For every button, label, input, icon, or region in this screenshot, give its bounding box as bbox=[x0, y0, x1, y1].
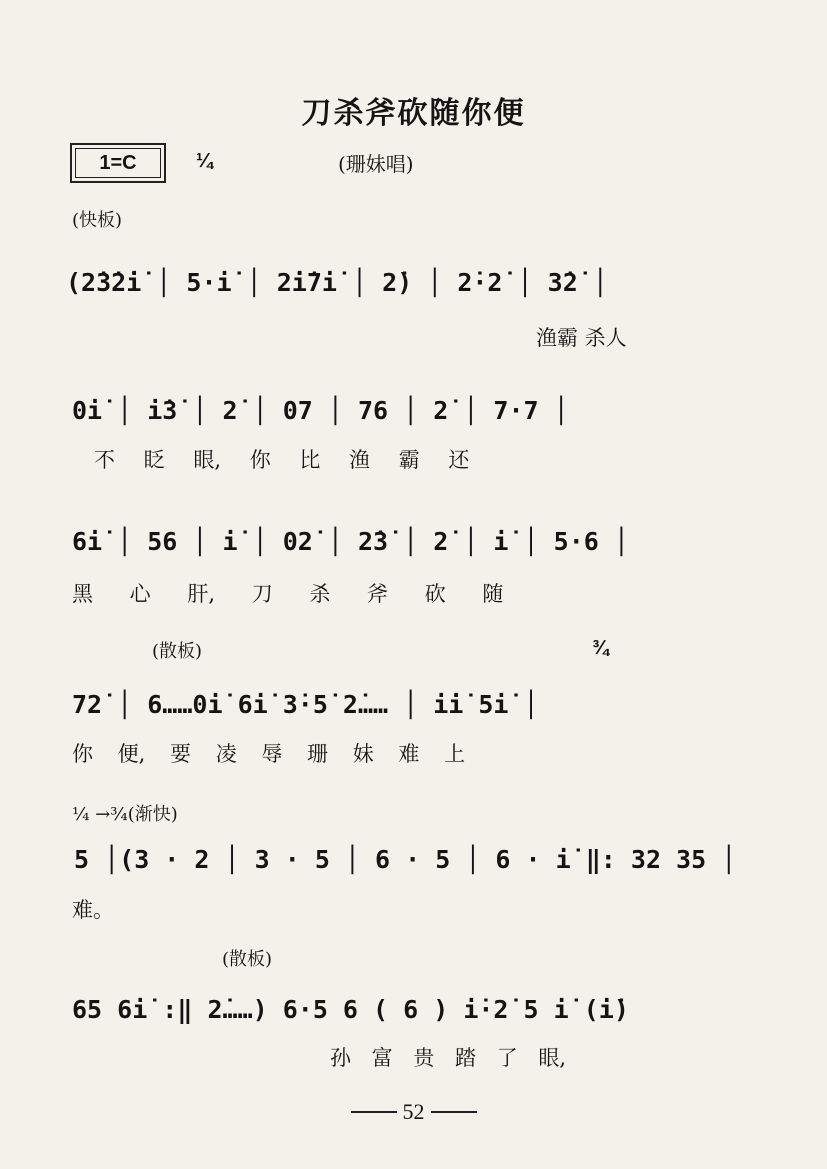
lyrics-line-3: 黑 心 肝, 刀 杀 斧 砍 随 bbox=[72, 582, 504, 606]
notation-line-3: 6i̇ │ 56 │ i̇ │ 02̇ │ 2̇3̇ │ 2̇ │ i̇ │ 5·6 │ bbox=[72, 527, 629, 556]
song-title: 刀杀斧砍随你便 bbox=[301, 96, 526, 131]
page-number-text: 52 bbox=[402, 1098, 425, 1124]
notation-line-5: 5 │(3 · 2 │ 3 · 5 │ 6 · 5 │ 6 · i̇ ‖: 32 35 │ bbox=[74, 845, 737, 874]
key-signature: 1=C bbox=[99, 151, 137, 174]
lyrics-line-6: 孙 富 贵 踏 了 眼, bbox=[330, 1046, 567, 1070]
key-signature-box bbox=[70, 143, 166, 183]
notation-line-2: 0i̇ │ i̇3̇ │ 2̇ │ 07 │ 76 │ 2̇ │ 7·7 │ bbox=[72, 396, 569, 425]
lyrics-line-1: 渔霸 杀人 bbox=[536, 326, 627, 350]
tempo-mark-fast: (快板) bbox=[72, 210, 123, 231]
tempo-mark-change: ¼ →¾(渐快) bbox=[72, 804, 178, 825]
song-subtitle: (珊妹唱) bbox=[338, 152, 414, 176]
notation-line-4: 72̇ │ 6……0i̇ 6i̇ 3̇·5̇ 2̇…… │ i̇i̇ 5i̇ │ bbox=[72, 690, 539, 719]
time-signature: ¼ bbox=[196, 150, 213, 172]
lyrics-line-2: 不 眨 眼, 你 比 渔 霸 还 bbox=[94, 448, 470, 472]
meter-change-34: ¾ bbox=[592, 637, 609, 659]
lyrics-line-5: 难。 bbox=[72, 898, 114, 922]
notation-line-1: (2̇3̇2̇i̇ │ 5·i̇ │ 2̇i̇7i̇ │ 2̇) │ 2̇·2̇ │ 3̇2̇ │ bbox=[66, 268, 608, 297]
tempo-mark-free-1: (散板) bbox=[152, 641, 203, 662]
notation-line-6: 65 6i̇ :‖ 2̇……) 6·5 6 ( 6 ) i̇·2̇ 5 i̇ (i̇) bbox=[72, 995, 629, 1024]
lyrics-line-4: 你 便, 要 凌 辱 珊 妹 难 上 bbox=[72, 742, 466, 766]
page-number bbox=[0, 1097, 827, 1125]
tempo-mark-free-2: (散板) bbox=[222, 949, 273, 970]
